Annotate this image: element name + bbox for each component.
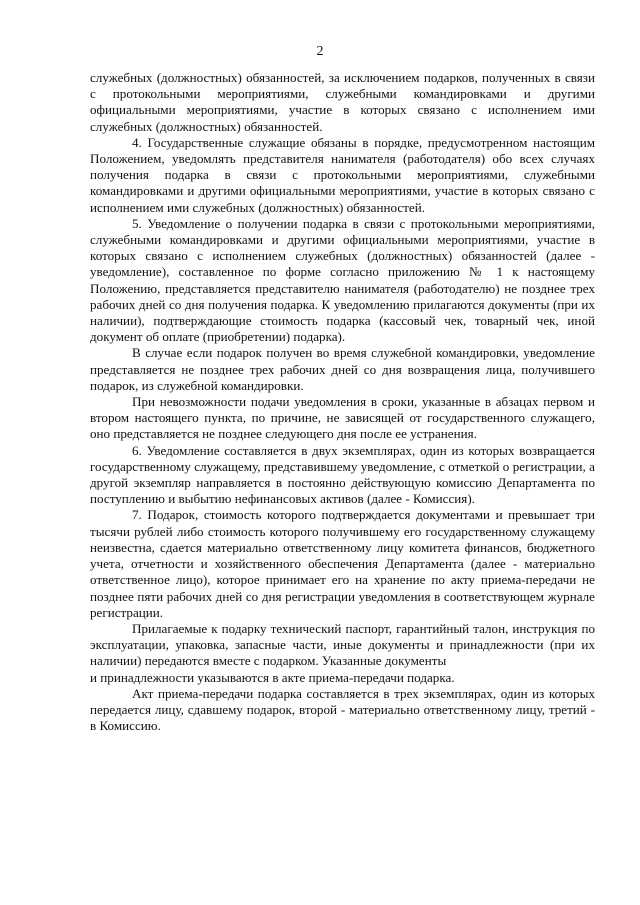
paragraph: Прилагаемые к подарку технический паспорт, гарантийный талон, инструкция по эксплуатации, упаковка, запасные части, иные документы и принадлежности (при их наличии) передаются вместе с подарком. Указанные документы (90, 620, 595, 669)
paragraph: и принадлежности указываются в акте приема-передачи подарка. (90, 669, 455, 685)
paragraph: служебных (должностных) обязанностей, за исключением подарков, полученных в связи с протокольными мероприятиями, служебными командировками и другими официальными мероприятиями, участие в которых связано с исполнением ими служебных (должностных) обязанностей. (90, 70, 595, 134)
paragraph: В случае если подарок получен во время служебной командировки, уведомление представляется не позднее трех рабочих дней со дня возвращения лица, получившего подарок, из служебной командировки. (90, 345, 595, 393)
document-body (90, 70, 595, 734)
paragraph: 6. Уведомление составляется в двух экземплярах, один из которых возвращается государственному служащему, представившему уведомление, с отметкой о регистрации, а другой экземпляр направляется в постоянно действующую комиссию Департамента по поступлению и выбытию нефинансовых активов (далее - Комиссия). (90, 442, 595, 507)
paragraph: При невозможности подачи уведомления в сроки, указанные в абзацах первом и втором настоящего пункта, по причине, не зависящей от государственного служащего, оно представляется не позднее следующего дня после ее устранения. (90, 394, 595, 442)
page-number: 2 (316, 44, 324, 59)
paragraph: 7. Подарок, стоимость которого подтверждается документами и превышает три тысячи рублей либо стоимость которого получившему его государственному служащему неизвестна, сдается материально ответственному лицу комитета финансов, бюджетного учета, отчетности и хозяйственного обеспечения Департамента (далее - материально ответственное лицо), которое принимает его на хранение по акту приема-передачи не позднее пяти рабочих дней со дня регистрации уведомления в соответствующем журнале регистрации. (90, 507, 595, 620)
paragraph: 5. Уведомление о получении подарка в связи с протокольными мероприятиями, служебными командировками и другими официальными мероприятиями, участие в которых связано с исполнением служебных (должностных) обязанностей (далее - уведомление), составленное по форме согласно приложению № 1 к настоящему Положению, представляется представителю нанимателя (работодателю) не позднее трех рабочих дней со дня получения подарка. К уведомлению прилагаются документы (при их наличии), подтверждающие стоимость подарка (кассовый чек, товарный чек, иной документ об оплате (приобретении) подарка). (90, 215, 595, 345)
paragraph: Акт приема-передачи подарка составляется в трех экземплярах, один из которых передается лицу, сдавшему подарок, второй - материально ответственному лицу, третий - в Комиссию. (90, 685, 595, 734)
paragraph: 4. Государственные служащие обязаны в порядке, предусмотренном настоящим Положением, уведомлять представителя нанимателя (работодателя) обо всех случаях получения подарка в связи с протокольными мероприятиями, служебными командировками и другими официальными мероприятиями, участие в которых связано с исполнением ими служебных (должностных) обязанностей. (90, 134, 595, 215)
